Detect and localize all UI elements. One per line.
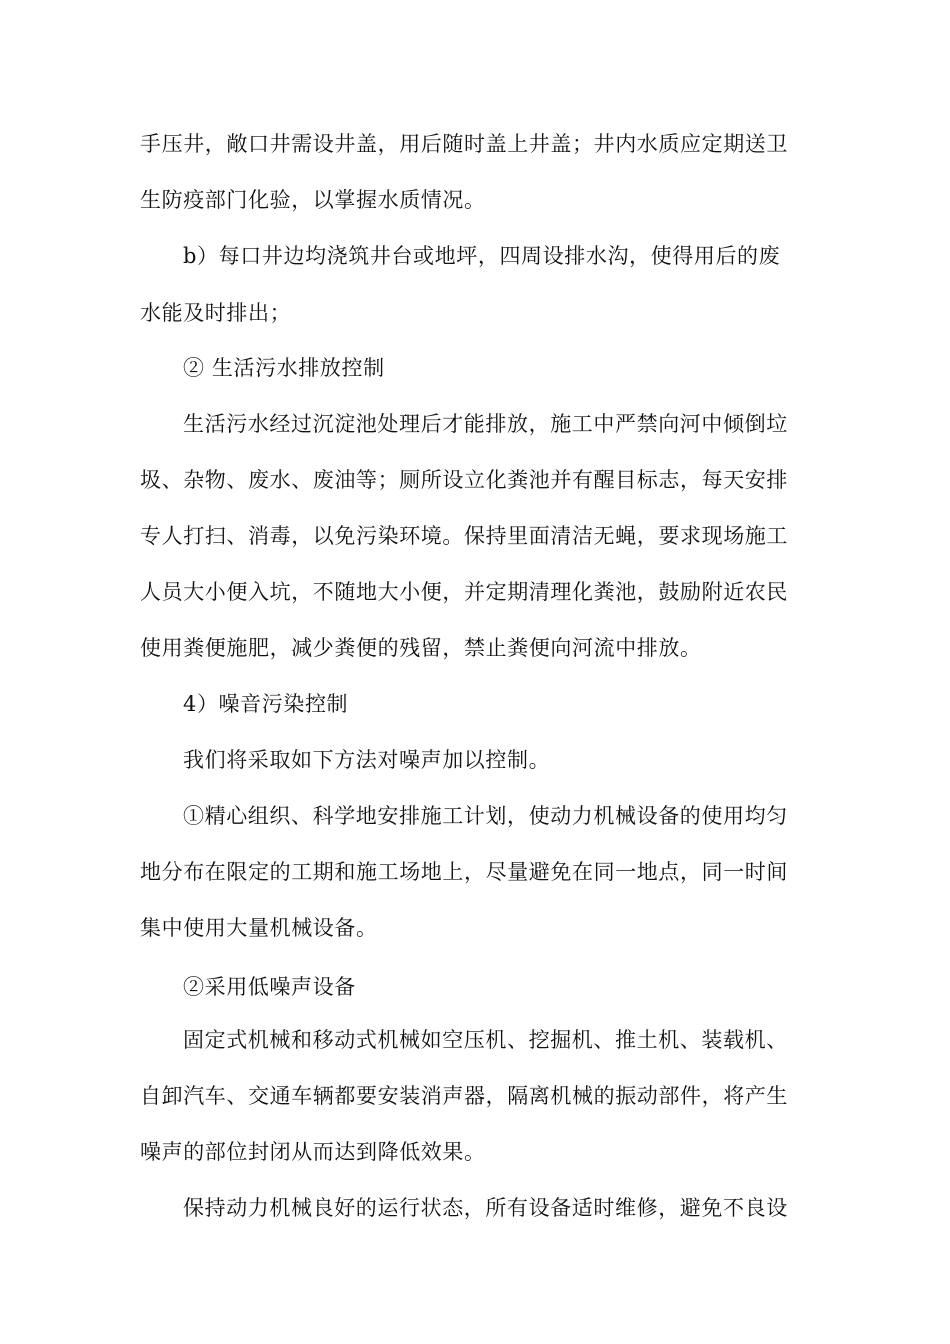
section-heading: ②采用低噪声设备 — [183, 975, 356, 999]
text-line: 地分布在限定的工期和施工场地上，尽量避免在同一地点，同一时间 — [140, 860, 788, 884]
text-line: 手压井，敞口井需设井盖，用后随时盖上井盖；井内水质应定期送卫 — [140, 132, 788, 156]
section-heading: 4）噪音污染控制 — [183, 692, 349, 716]
text-line: 集中使用大量机械设备。 — [140, 916, 378, 940]
text-line: 自卸汽车、交通车辆都要安装消声器，隔离机械的振动部件，将产生 — [140, 1084, 788, 1108]
text-line: 生防疫部门化验，以掌握水质情况。 — [140, 188, 486, 212]
text-line: 人员大小便入坑，不随地大小便，并定期清理化粪池，鼓励附近农民 — [140, 580, 788, 604]
text-line: 生活污水经过沉淀池处理后才能排放，施工中严禁向河中倾倒垃 — [183, 412, 788, 436]
text-line: 保持动力机械良好的运行状态，所有设备适时维修，避免不良设 — [183, 1196, 788, 1220]
text-line: 专人打扫、消毒，以免污染环境。保持里面清洁无蝇，要求现场施工 — [140, 524, 788, 548]
section-heading: ② 生活污水排放控制 — [183, 356, 385, 380]
text-line: 使用粪便施肥，减少粪便的残留，禁止粪便向河流中排放。 — [140, 636, 702, 660]
text-line: 固定式机械和移动式机械如空压机、挖掘机、推土机、装载机、 — [183, 1028, 788, 1052]
text-line: 水能及时排出； — [140, 301, 292, 325]
text-line: 圾、杂物、废水、废油等；厕所设立化粪池并有醒目标志，每天安排 — [140, 468, 788, 492]
text-line: 噪声的部位封闭从而达到降低效果。 — [140, 1140, 486, 1164]
text-line: 我们将采取如下方法对噪声加以控制。 — [183, 748, 551, 772]
text-line: b）每口井边均浇筑井台或地坪，四周设排水沟，使得用后的废 — [183, 244, 781, 268]
text-line: ①精心组织、科学地安排施工计划，使动力机械设备的使用均匀 — [183, 804, 788, 828]
